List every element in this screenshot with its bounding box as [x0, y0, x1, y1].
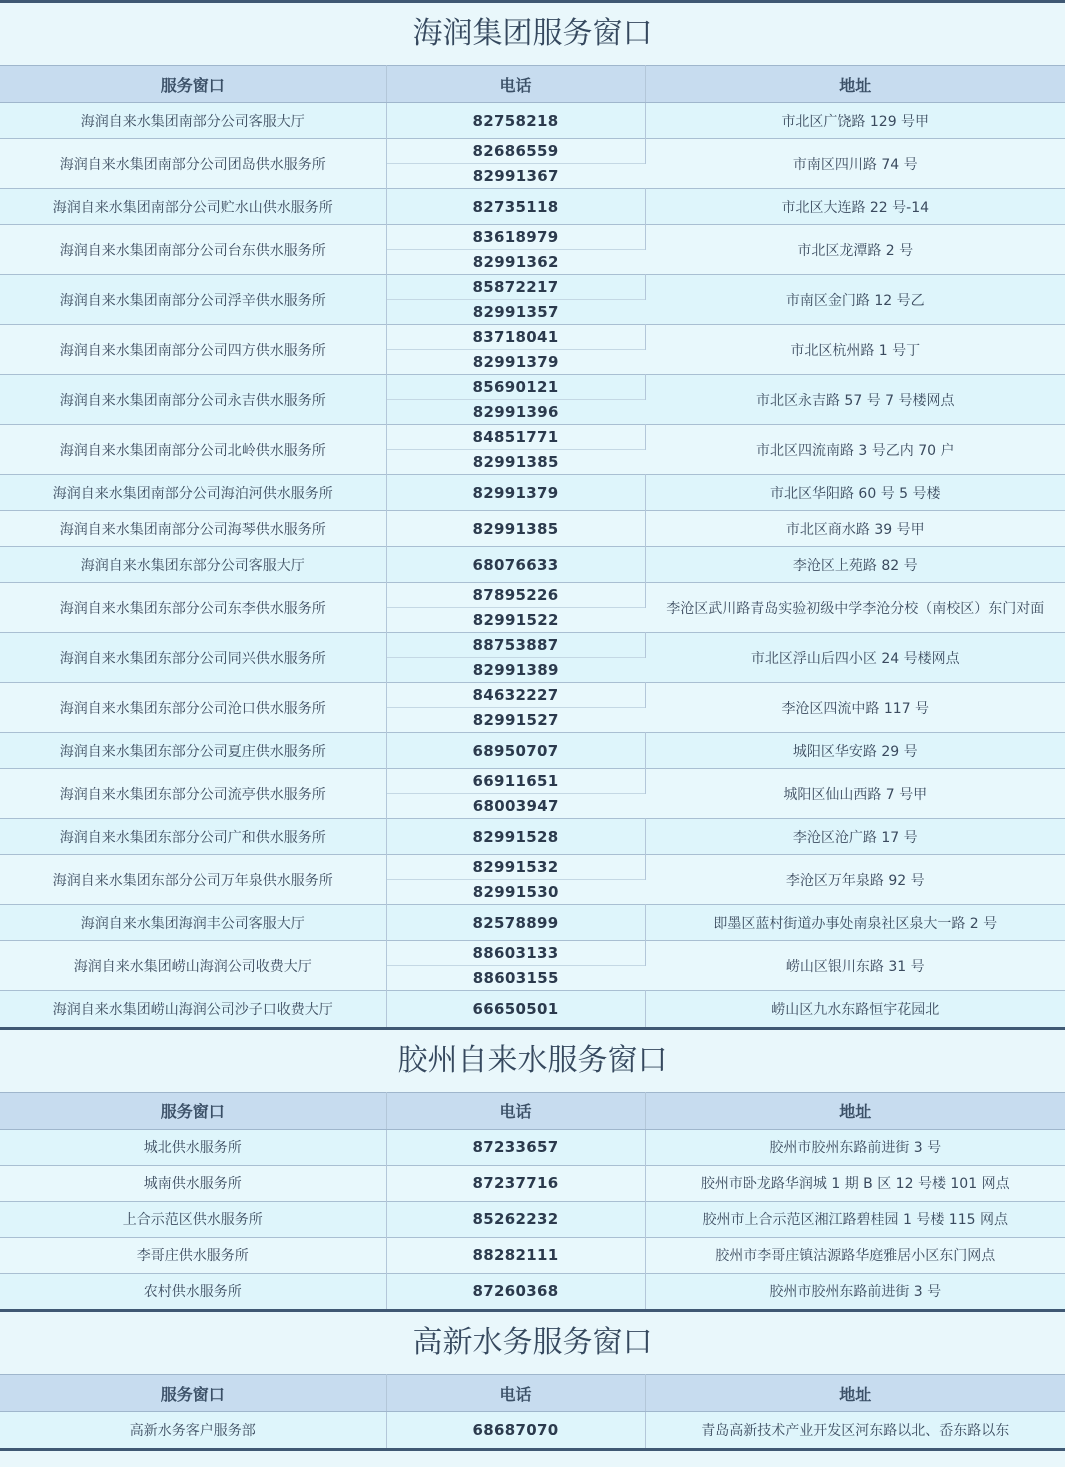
phone-number: 84632227	[386, 683, 645, 708]
table-row	[0, 991, 1065, 1027]
table-row	[0, 275, 1065, 300]
phone-number: 82991528	[386, 819, 645, 855]
phone-number: 82991379	[386, 475, 645, 511]
service-section	[0, 1027, 1065, 1310]
phone-number: 82991527	[386, 708, 645, 733]
service-window-name: 海润自来水集团海润丰公司客服大厅	[0, 905, 386, 941]
table-row	[0, 547, 1065, 583]
table-row	[0, 905, 1065, 941]
section-title: 高新水务服务窗口	[0, 1312, 1065, 1374]
table-row	[0, 325, 1065, 350]
phone-number: 68950707	[386, 733, 645, 769]
table-row	[0, 475, 1065, 511]
phone-number: 68687070	[386, 1412, 645, 1448]
column-header-window: 服务窗口	[0, 1375, 386, 1412]
table-row	[0, 103, 1065, 139]
phone-number: 82991362	[386, 250, 645, 275]
service-window-name: 海润自来水集团南部分公司海泊河供水服务所	[0, 475, 386, 511]
address: 李沧区沧广路 17 号	[645, 819, 1065, 855]
service-table	[0, 1374, 1065, 1448]
service-window-name: 海润自来水集团东部分公司广和供水服务所	[0, 819, 386, 855]
service-window-name: 海润自来水集团南部分公司客服大厅	[0, 103, 386, 139]
address: 胶州市李哥庄镇沽源路华庭雅居小区东门网点	[645, 1237, 1065, 1273]
phone-number: 85690121	[386, 375, 645, 400]
phone-number: 82991396	[386, 400, 645, 425]
phone-number: 82991389	[386, 658, 645, 683]
phone-number: 82991379	[386, 350, 645, 375]
table-row	[0, 1201, 1065, 1237]
phone-number: 88753887	[386, 633, 645, 658]
table-row	[0, 511, 1065, 547]
phone-number: 85262232	[386, 1201, 645, 1237]
column-header-window: 服务窗口	[0, 66, 386, 103]
service-table	[0, 1092, 1065, 1310]
phone-number: 82686559	[386, 139, 645, 164]
phone-number: 87233657	[386, 1129, 645, 1165]
table-row	[0, 425, 1065, 450]
service-window-name: 上合示范区供水服务所	[0, 1201, 386, 1237]
phone-number: 82991385	[386, 511, 645, 547]
phone-number: 82735118	[386, 189, 645, 225]
service-window-name: 农村供水服务所	[0, 1273, 386, 1309]
phone-number: 82578899	[386, 905, 645, 941]
table-row	[0, 769, 1065, 794]
column-header-address: 地址	[645, 66, 1065, 103]
service-window-name: 海润自来水集团南部分公司海琴供水服务所	[0, 511, 386, 547]
address: 市北区四流南路 3 号乙内 70 户	[645, 425, 1065, 475]
address: 市南区金门路 12 号乙	[645, 275, 1065, 325]
table-row	[0, 225, 1065, 250]
phone-number: 84851771	[386, 425, 645, 450]
phone-number: 82991357	[386, 300, 645, 325]
service-window-name: 城北供水服务所	[0, 1129, 386, 1165]
address: 李沧区武川路青岛实验初级中学李沧分校（南校区）东门对面	[645, 583, 1065, 633]
table-header-row	[0, 1092, 1065, 1129]
service-window-name: 海润自来水集团南部分公司永吉供水服务所	[0, 375, 386, 425]
service-window-name: 海润自来水集团南部分公司台东供水服务所	[0, 225, 386, 275]
address: 李沧区四流中路 117 号	[645, 683, 1065, 733]
address: 市南区四川路 74 号	[645, 139, 1065, 189]
phone-number: 83618979	[386, 225, 645, 250]
table-row	[0, 583, 1065, 608]
table-row	[0, 633, 1065, 658]
address: 市北区广饶路 129 号甲	[645, 103, 1065, 139]
service-window-name: 海润自来水集团东部分公司夏庄供水服务所	[0, 733, 386, 769]
phone-number: 88603133	[386, 941, 645, 966]
service-window-name: 海润自来水集团南部分公司浮辛供水服务所	[0, 275, 386, 325]
address: 胶州市卧龙路华润城 1 期 B 区 12 号楼 101 网点	[645, 1165, 1065, 1201]
service-window-name: 海润自来水集团南部分公司北岭供水服务所	[0, 425, 386, 475]
service-window-name: 海润自来水集团东部分公司同兴供水服务所	[0, 633, 386, 683]
phone-number: 68076633	[386, 547, 645, 583]
address: 市北区杭州路 1 号丁	[645, 325, 1065, 375]
phone-number: 88603155	[386, 966, 645, 991]
table-row	[0, 819, 1065, 855]
address: 胶州市胶州东路前进街 3 号	[645, 1129, 1065, 1165]
service-window-name: 李哥庄供水服务所	[0, 1237, 386, 1273]
table-row	[0, 375, 1065, 400]
phone-number: 82991385	[386, 450, 645, 475]
column-header-phone: 电话	[386, 66, 645, 103]
table-row	[0, 733, 1065, 769]
phone-number: 88282111	[386, 1237, 645, 1273]
table-row	[0, 189, 1065, 225]
service-window-name: 海润自来水集团东部分公司东李供水服务所	[0, 583, 386, 633]
section-title: 胶州自来水服务窗口	[0, 1030, 1065, 1092]
column-header-window: 服务窗口	[0, 1092, 386, 1129]
service-section	[0, 1309, 1065, 1448]
service-window-name: 海润自来水集团南部分公司贮水山供水服务所	[0, 189, 386, 225]
address: 城阳区仙山西路 7 号甲	[645, 769, 1065, 819]
phone-number: 82991532	[386, 855, 645, 880]
phone-number: 66911651	[386, 769, 645, 794]
service-table	[0, 65, 1065, 1027]
service-window-name: 海润自来水集团东部分公司万年泉供水服务所	[0, 855, 386, 905]
phone-number: 83718041	[386, 325, 645, 350]
address: 崂山区九水东路恒宇花园北	[645, 991, 1065, 1027]
service-window-name: 海润自来水集团崂山海润公司收费大厅	[0, 941, 386, 991]
table-row	[0, 1129, 1065, 1165]
section-title: 海润集团服务窗口	[0, 3, 1065, 65]
service-window-name: 海润自来水集团东部分公司客服大厅	[0, 547, 386, 583]
address: 市北区龙潭路 2 号	[645, 225, 1065, 275]
column-header-phone: 电话	[386, 1375, 645, 1412]
table-row	[0, 1273, 1065, 1309]
address: 市北区浮山后四小区 24 号楼网点	[645, 633, 1065, 683]
service-window-name: 海润自来水集团东部分公司沧口供水服务所	[0, 683, 386, 733]
phone-number: 87237716	[386, 1165, 645, 1201]
address: 青岛高新技术产业开发区河东路以北、岙东路以东	[645, 1412, 1065, 1448]
address: 李沧区万年泉路 92 号	[645, 855, 1065, 905]
table-row	[0, 1165, 1065, 1201]
address: 胶州市胶州东路前进街 3 号	[645, 1273, 1065, 1309]
bottom-divider	[0, 1448, 1065, 1451]
phone-number: 82991530	[386, 880, 645, 905]
address: 市北区华阳路 60 号 5 号楼	[645, 475, 1065, 511]
service-window-name: 海润自来水集团南部分公司四方供水服务所	[0, 325, 386, 375]
address: 即墨区蓝村街道办事处南泉社区泉大一路 2 号	[645, 905, 1065, 941]
phone-number: 87895226	[386, 583, 645, 608]
service-window-name: 海润自来水集团南部分公司团岛供水服务所	[0, 139, 386, 189]
phone-number: 82991367	[386, 164, 645, 189]
address: 李沧区上苑路 82 号	[645, 547, 1065, 583]
service-window-name: 城南供水服务所	[0, 1165, 386, 1201]
column-header-phone: 电话	[386, 1092, 645, 1129]
table-header-row	[0, 1375, 1065, 1412]
table-row	[0, 683, 1065, 708]
address: 崂山区银川东路 31 号	[645, 941, 1065, 991]
phone-number: 85872217	[386, 275, 645, 300]
phone-number: 87260368	[386, 1273, 645, 1309]
service-window-name: 海润自来水集团东部分公司流亭供水服务所	[0, 769, 386, 819]
table-row	[0, 139, 1065, 164]
phone-number: 82991522	[386, 608, 645, 633]
address: 市北区永吉路 57 号 7 号楼网点	[645, 375, 1065, 425]
column-header-address: 地址	[645, 1092, 1065, 1129]
table-row	[0, 1412, 1065, 1448]
phone-number: 82758218	[386, 103, 645, 139]
table-header-row	[0, 66, 1065, 103]
table-row	[0, 1237, 1065, 1273]
address: 城阳区华安路 29 号	[645, 733, 1065, 769]
address: 胶州市上合示范区湘江路碧桂园 1 号楼 115 网点	[645, 1201, 1065, 1237]
column-header-address: 地址	[645, 1375, 1065, 1412]
address: 市北区商水路 39 号甲	[645, 511, 1065, 547]
table-row	[0, 941, 1065, 966]
table-row	[0, 855, 1065, 880]
phone-number: 66650501	[386, 991, 645, 1027]
service-window-name: 海润自来水集团崂山海润公司沙子口收费大厅	[0, 991, 386, 1027]
service-window-name: 高新水务客户服务部	[0, 1412, 386, 1448]
address: 市北区大连路 22 号-14	[645, 189, 1065, 225]
phone-number: 68003947	[386, 794, 645, 819]
